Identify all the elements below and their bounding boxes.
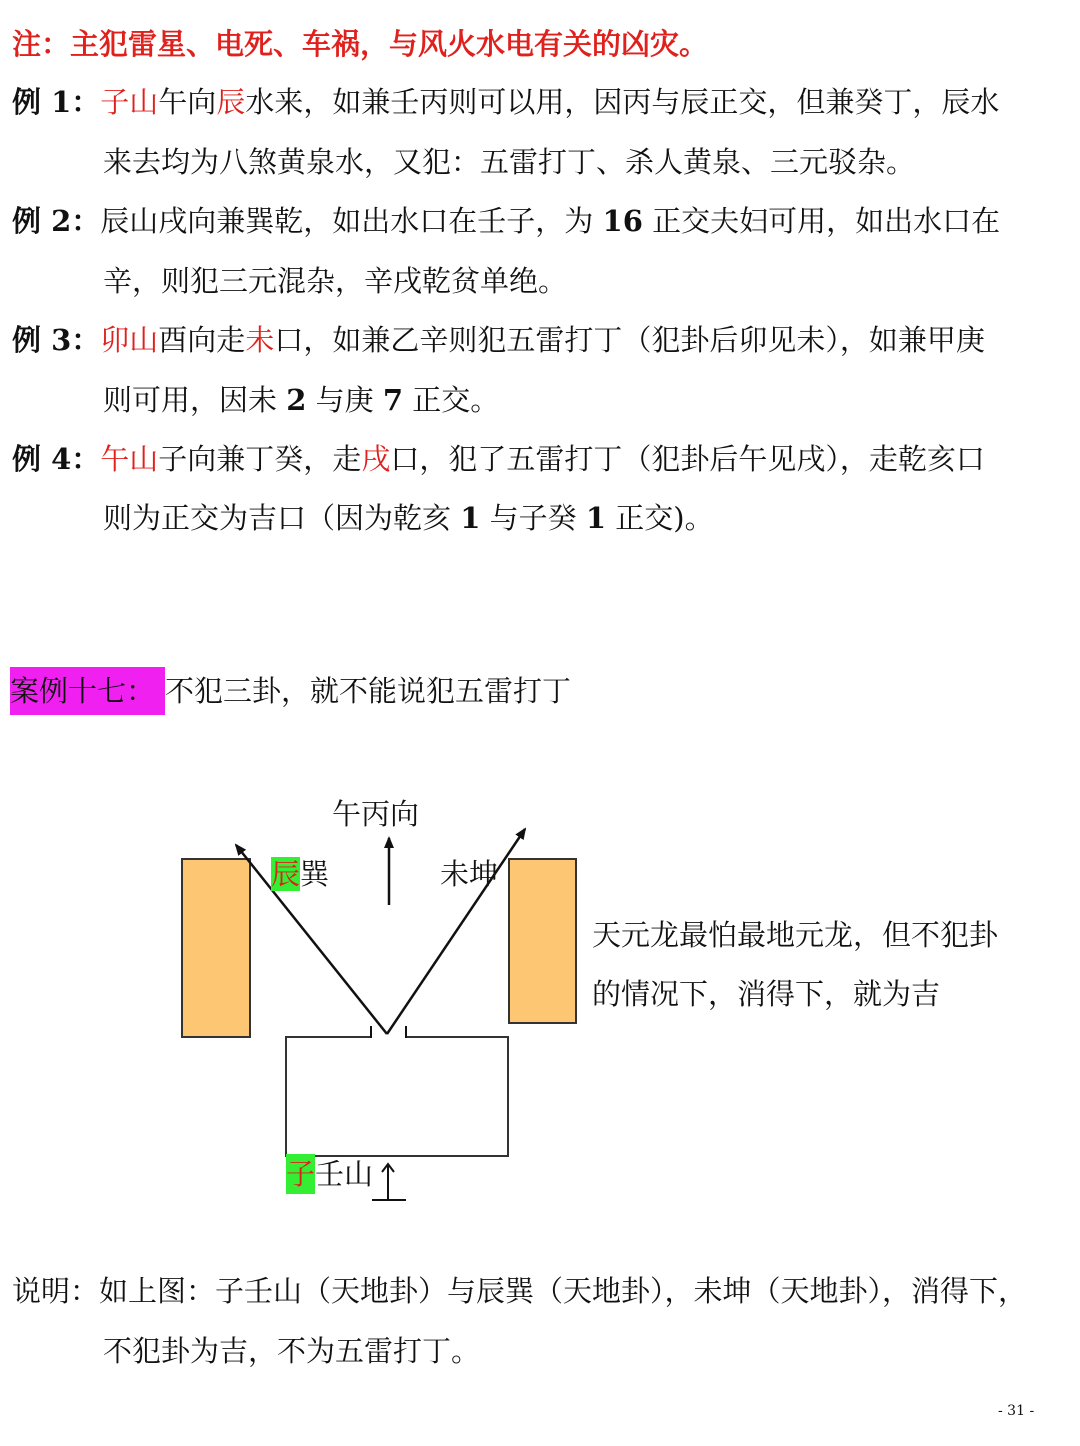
explanation-line-1: 说明：如上图：子壬山（天地卦）与辰巽（天地卦），未坤（天地卦），消得下， xyxy=(12,1274,1028,1308)
example-3-line-2-c: 正交。 xyxy=(403,383,500,417)
example-1-text: 水来，如兼壬丙则可以用，因丙与辰正交，但兼癸丁，辰水 xyxy=(245,85,1000,119)
left-direction-label xyxy=(271,856,329,892)
example-3-line-2-a: 则可用，因未 xyxy=(103,383,287,417)
example-2-label: 例 2： xyxy=(12,204,101,238)
example-3-text: 口，如兼乙辛则犯五雷打丁（犯卦后卯见未），如兼甲庚 xyxy=(274,323,985,357)
example-3-facing: 酉向走 xyxy=(158,323,246,357)
example-4-exit: 戌 xyxy=(361,442,391,476)
example-1-facing: 午向 xyxy=(158,85,217,119)
example-4-facing: 子向兼丁癸，走 xyxy=(158,442,362,476)
example-2-text-a: 辰山戌向兼巽乾，如出水口在壬子，为 xyxy=(100,204,603,238)
example-2-number: 16 xyxy=(602,204,643,238)
left-direction-highlight: 辰 xyxy=(271,857,301,891)
sitting-label xyxy=(286,1154,373,1194)
example-1-label: 例 1： xyxy=(12,85,101,119)
side-note-line-2: 的情况下，消得下，就为吉 xyxy=(592,977,941,1011)
example-2-text-b: 正交夫妇可用，如出水口在 xyxy=(642,204,1001,238)
example-4-label: 例 4： xyxy=(12,442,101,476)
page-number: - 31 - xyxy=(998,1403,1035,1419)
sitting-highlight: 子 xyxy=(286,1154,315,1194)
example-4-number-1: 1 xyxy=(460,501,481,535)
case-title: 不犯三卦，就不能说犯五雷打丁 xyxy=(165,674,572,708)
left-direction-rest: 巽 xyxy=(300,857,330,891)
example-1-mountain: 子山 xyxy=(100,85,159,119)
example-1-water: 辰 xyxy=(216,85,246,119)
example-4-number-2: 1 xyxy=(585,501,607,535)
example-3-label: 例 3： xyxy=(12,323,101,357)
example-3-number-1: 2 xyxy=(286,383,307,417)
example-4-line-2-a: 则为正交为吉口（因为乾亥 xyxy=(103,501,461,535)
side-note-line-1: 天元龙最怕最地元龙，但不犯卦 xyxy=(592,918,999,952)
facing-label: 午丙向 xyxy=(332,797,420,831)
note-line: 注：主犯雷星、电死、车祸，与风火水电有关的凶灾。 xyxy=(12,27,709,61)
example-4-line-2-c: 正交)。 xyxy=(606,501,714,535)
right-direction-label: 未坤 xyxy=(440,857,499,891)
example-3-mountain: 卯山 xyxy=(100,323,159,357)
example-2-line-2: 辛，则犯三元混杂，辛戌乾贫单绝。 xyxy=(103,264,568,298)
example-4-line-2-b: 与子癸 xyxy=(480,501,586,535)
sitting-rest: 壬山 xyxy=(315,1157,374,1191)
example-4-text: 口，犯了五雷打丁（犯卦后午见戌），走乾亥口 xyxy=(390,442,985,476)
example-4-mountain: 午山 xyxy=(100,442,159,476)
case-tag: 案例十七： xyxy=(10,667,165,715)
example-3-exit: 未 xyxy=(245,323,275,357)
example-3-number-2: 7 xyxy=(382,383,404,417)
example-1-line-2: 来去均为八煞黄泉水，又犯：五雷打丁、杀人黄泉、三元驳杂。 xyxy=(103,145,916,179)
explanation-line-2: 不犯卦为吉，不为五雷打丁。 xyxy=(103,1334,481,1368)
example-3-line-2-b: 与庚 xyxy=(306,383,383,417)
